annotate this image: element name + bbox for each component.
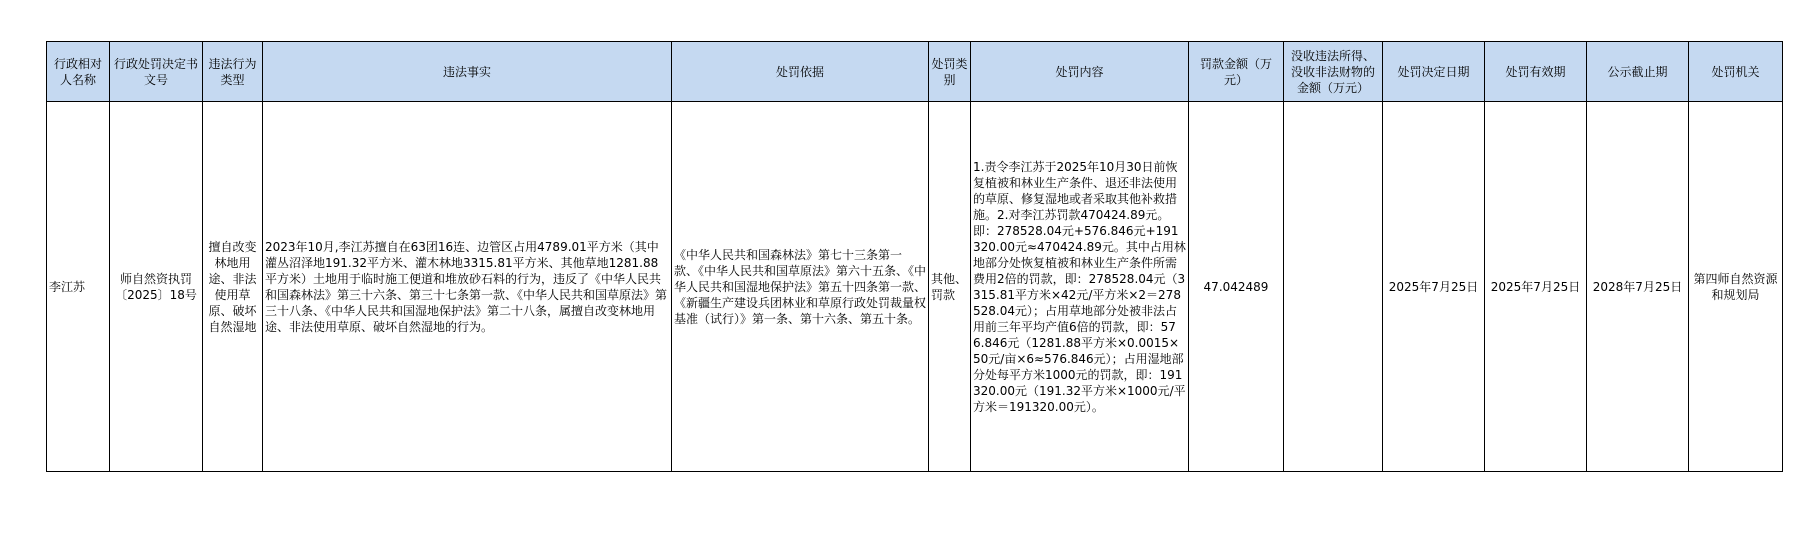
cell-category: 其他、罚款 — [929, 102, 971, 472]
header-doc-no: 行政处罚决定书文号 — [110, 42, 203, 102]
cell-name: 李江苏 — [47, 102, 110, 472]
table-row — [47, 102, 1783, 472]
header-category: 处罚类别 — [929, 42, 971, 102]
header-row — [47, 42, 1783, 102]
penalty-table — [46, 41, 1783, 472]
cell-publicity-end: 2028年7月25日 — [1587, 102, 1689, 472]
cell-violation-type: 擅自改变林地用途、非法使用草原、破坏自然湿地 — [203, 102, 263, 472]
cell-authority: 第四师自然资源和规划局 — [1689, 102, 1783, 472]
cell-fine: 47.042489 — [1189, 102, 1284, 472]
header-violation-type: 违法行为类型 — [203, 42, 263, 102]
header-basis: 处罚依据 — [672, 42, 929, 102]
cell-valid-period: 2025年7月25日 — [1485, 102, 1587, 472]
header-facts: 违法事实 — [263, 42, 672, 102]
header-name: 行政相对人名称 — [47, 42, 110, 102]
cell-facts: 2023年10月,李江苏擅自在63团16连、边管区占用4789.01平方米（其中灌丛沼泽地191.32平方米、灌木林地3315.81平方米、其他草地1281.88平方米）土地用于临时施工便道和堆放砂石料的行为，违反了《中华人民共和国森林法》第三十六条、第三十七条第一款、《中华人民共和国草原法》第三十八条、《中华人民共和国湿地保护法》第二十八条，属擅自改变林地用途、非法使用草原、破坏自然湿地的行为。 — [263, 102, 672, 472]
header-decision-date: 处罚决定日期 — [1383, 42, 1485, 102]
cell-basis: 《中华人民共和国森林法》第七十三条第一款、《中华人民共和国草原法》第六十五条、《中华人民共和国湿地保护法》第五十四条第一款、《新疆生产建设兵团林业和草原行政处罚裁量权基准（试行）》第一条、第十六条、第五十条。 — [672, 102, 929, 472]
header-publicity-end: 公示截止期 — [1587, 42, 1689, 102]
header-fine: 罚款金额（万元） — [1189, 42, 1284, 102]
cell-doc-no: 师自然资执罚〔2025〕18号 — [110, 102, 203, 472]
header-confiscation: 没收违法所得、没收非法财物的金额（万元） — [1284, 42, 1383, 102]
header-valid-period: 处罚有效期 — [1485, 42, 1587, 102]
header-authority: 处罚机关 — [1689, 42, 1783, 102]
cell-confiscation — [1284, 102, 1383, 472]
cell-content: 1.责令李江苏于2025年10月30日前恢复植被和林业生产条件、退还非法使用的草原、修复湿地或者采取其他补救措施。2.对李江苏罚款470424.89元。即：278528.04元+576.846元+191320.00元≈470424.89元。其中占用林地部分处恢复植被和林业生产条件所需费用2倍的罚款，即：278528.04元（3315.81平方米×42元/平方米×2＝278528.04元）；占用草地部分处被非法占用前三年平均产值6倍的罚款，即：576.846元（1281.88平方米×0.0015×50元/亩×6≈576.846元）；占用湿地部分处每平方米1000元的罚款，即：191320.00元（191.32平方米×1000元/平方米＝191320.00元）。 — [971, 102, 1189, 472]
cell-decision-date: 2025年7月25日 — [1383, 102, 1485, 472]
header-content: 处罚内容 — [971, 42, 1189, 102]
